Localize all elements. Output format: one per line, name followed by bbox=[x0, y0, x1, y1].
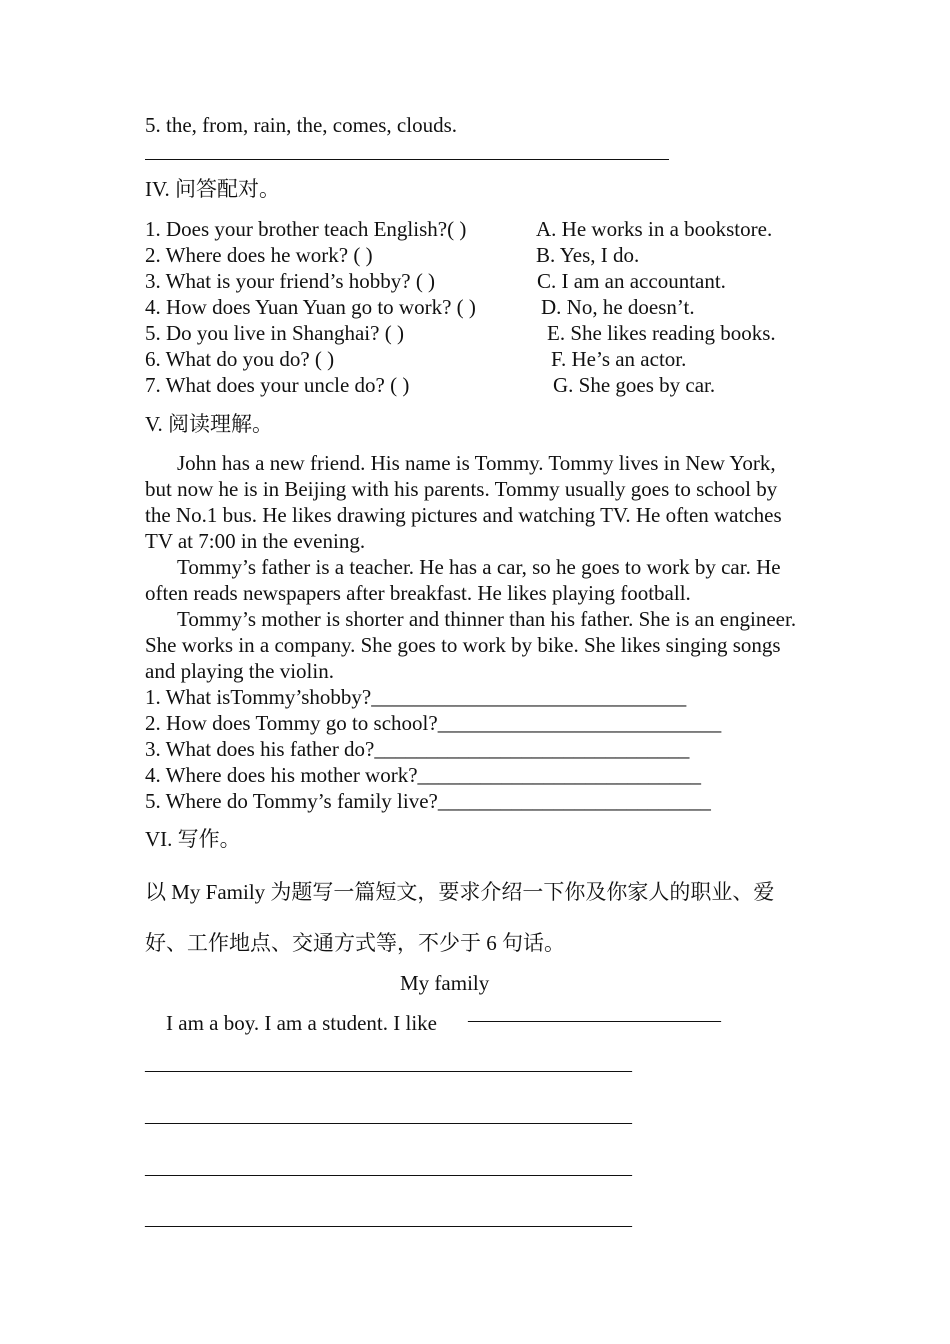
match-question-6: 6. What do you do? ( ) bbox=[145, 347, 335, 371]
match-question-1: 1. Does your brother teach English?( ) bbox=[145, 217, 467, 241]
section-vi-title: VI. 写作。 bbox=[145, 827, 241, 851]
reading-question-5: 5. Where do Tommy’s family live?__________________________ bbox=[145, 789, 711, 813]
reading-question-1: 1. What isTommy’shobby?______________________________ bbox=[145, 685, 687, 709]
writing-instruction-line-2: 好、工作地点、交通方式等，不少于 6 句话。 bbox=[145, 931, 565, 955]
reading-paragraph-3: Tommy’s mother is shorter and thinner than his father. She is an engineer. She works in a company. She goes to work by bike. She likes singing songs and playing the violin. bbox=[145, 607, 797, 683]
reading-question-4: 4. Where does his mother work?___________________________ bbox=[145, 763, 702, 787]
reorder-item-5: 5. the, from, rain, the, comes, clouds. bbox=[145, 113, 458, 137]
match-question-4: 4. How does Yuan Yuan go to work? ( ) bbox=[145, 295, 476, 319]
match-question-3: 3. What is your friend’s hobby? ( ) bbox=[145, 269, 436, 293]
reading-paragraph-1: John has a new friend. His name is Tommy. Tommy lives in New York, but now he is in Beijing with his parents. Tommy usually goes to school by the No.1 bus. He likes drawing pictures and watching TV. He often watches TV at 7:00 in the evening. bbox=[145, 451, 782, 553]
writing-line: —————————————— bbox=[468, 1010, 720, 1031]
match-answer-g: G. She goes by car. bbox=[553, 373, 716, 397]
writing-line: ——————————————————————————— bbox=[145, 1164, 631, 1185]
match-question-2: 2. Where does he work? ( ) bbox=[145, 243, 373, 267]
section-v-title: V. 阅读理解。 bbox=[145, 412, 273, 436]
match-answer-d: D. No, he doesn’t. bbox=[541, 295, 695, 319]
essay-title: My family bbox=[400, 971, 490, 995]
essay-start-sentence: I am a boy. I am a student. I like bbox=[166, 1011, 437, 1035]
writing-instruction-line-1: 以 My Family 为题写一篇短文，要求介绍一下你及你家人的职业、爱 bbox=[145, 880, 775, 904]
reading-question-2: 2. How does Tommy go to school?___________________________ bbox=[145, 711, 722, 735]
writing-line: ——————————————————————————— bbox=[145, 1112, 631, 1133]
writing-line: ——————————————————————————— bbox=[145, 1215, 631, 1236]
match-answer-c: C. I am an accountant. bbox=[537, 269, 726, 293]
match-answer-b: B. Yes, I do. bbox=[536, 243, 640, 267]
section-iv-title: IV. 问答配对。 bbox=[145, 177, 280, 201]
match-answer-a: A. He works in a bookstore. bbox=[536, 217, 773, 241]
match-answer-f: F. He’s an actor. bbox=[551, 347, 687, 371]
match-question-5: 5. Do you live in Shanghai? ( ) bbox=[145, 321, 404, 345]
match-answer-e: E. She likes reading books. bbox=[547, 321, 776, 345]
reading-question-3: 3. What does his father do?______________________________ bbox=[145, 737, 690, 761]
reading-paragraph-2: Tommy’s father is a teacher. He has a car, so he goes to work by car. He often reads newspapers after breakfast. He likes playing football. bbox=[145, 555, 781, 605]
match-question-7: 7. What does your uncle do? ( ) bbox=[145, 373, 410, 397]
answer-line bbox=[145, 159, 669, 160]
writing-line: ——————————————————————————— bbox=[145, 1060, 631, 1081]
